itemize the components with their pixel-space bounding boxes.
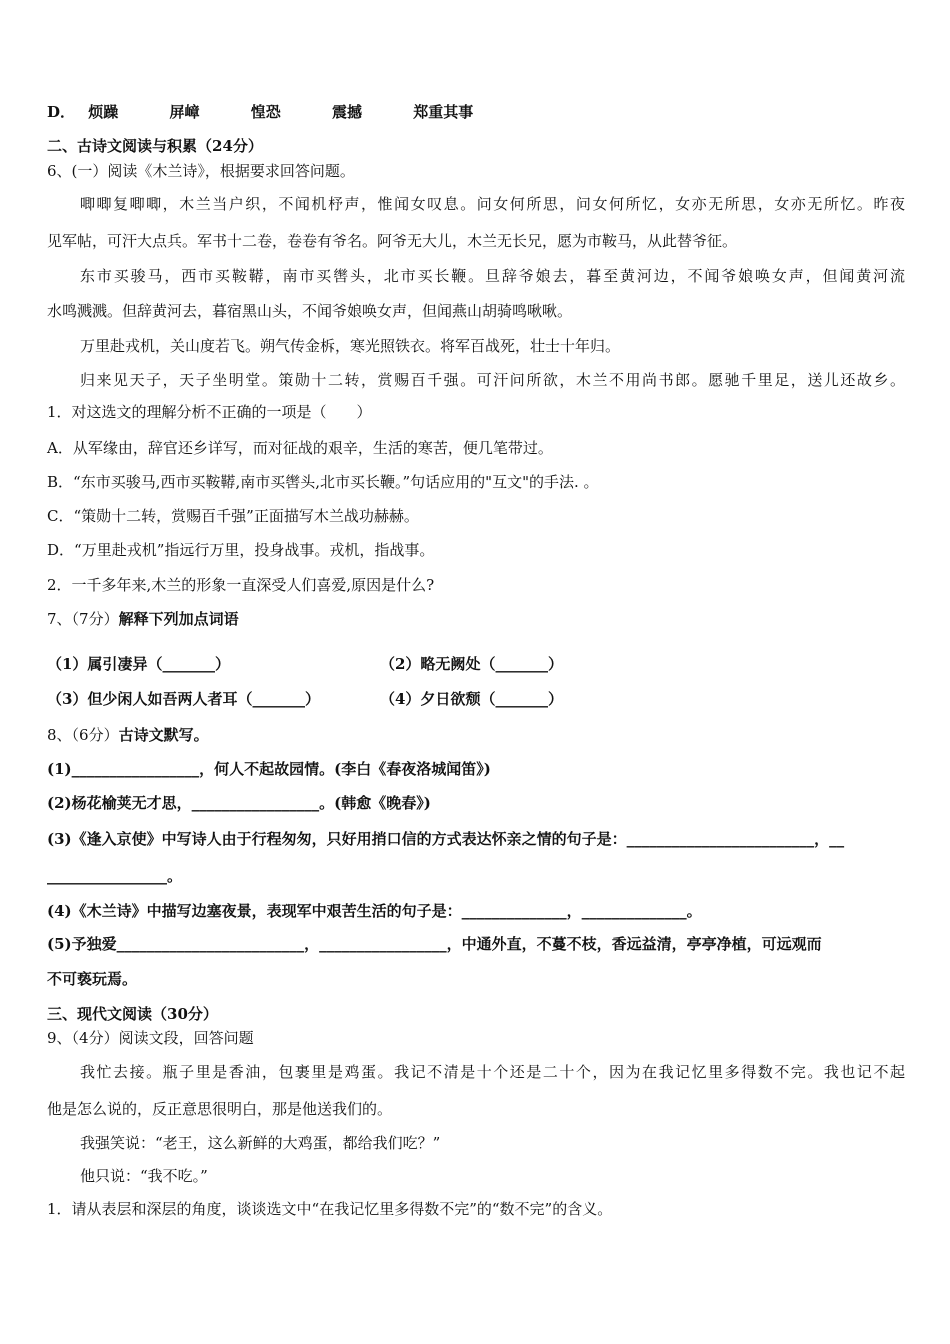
- q8-line: 不可亵玩焉。: [47, 970, 138, 988]
- q8-title-bold: 古诗文默写。: [118, 726, 209, 744]
- q8-line: (2)杨花榆荚无才思，_________________。(韩愈《晚春》): [47, 794, 431, 812]
- q8-title: [47, 725, 209, 745]
- q8-line: (3)《逢入京使》中写诗人由于行程匆匆，只好用捎口信的方式表达怀亲之情的句子是：_________________________，__: [47, 830, 845, 848]
- option-d-line: [47, 102, 519, 122]
- option-word: 烦躁: [88, 103, 119, 121]
- q8-line: ________________。: [47, 867, 183, 885]
- poem-line: 归来见天子，天子坐明堂。策勋十二转，赏赐百千强。可汗问所欲，木兰不用尚书郎。愿驰千里足，送儿还故乡。: [80, 371, 905, 389]
- q7-item: （4）夕日欲颓（_______）: [380, 690, 563, 708]
- q7-title: [47, 609, 239, 629]
- option-word: 惶恐: [250, 103, 281, 121]
- poem-line: 东市买骏马，西市买鞍鞯，南市买辔头，北市买长鞭。旦辞爷娘去，暮至黄河边，不闻爷娘唤女声，但闻黄河流: [80, 267, 905, 285]
- poem-line: 唧唧复唧唧，木兰当户织，不闻机杼声，惟闻女叹息。问女何所思，问女何所忆，女亦无所思，女亦无所忆。昨夜: [80, 195, 905, 213]
- section-2-title: 二、古诗文阅读与积累（24分）: [47, 137, 263, 155]
- q8-line: (1)_________________，何人不起故园情。(李白《春夜洛城闻笛》): [47, 760, 491, 778]
- option-word: 郑重其事: [413, 103, 474, 121]
- passage-line: 我忙去接。瓶子里是香油，包裹里是鸡蛋。我记不清是十个还是二十个，因为在我记忆里多得数不完。我也记不起: [80, 1063, 905, 1081]
- poem-line: 万里赴戎机，关山度若飞。朔气传金柝，寒光照铁衣。将军百战死，壮士十年归。: [80, 337, 621, 355]
- option-word: 屏嶂: [169, 103, 200, 121]
- q6-sub2: 2．一千多年来,木兰的形象一直深受人们喜爱,原因是什么?: [47, 576, 435, 594]
- q7-item: （2）略无阙处（_______）: [380, 655, 563, 673]
- q7-item: （3）但少闲人如吾两人者耳（_______）: [47, 690, 320, 708]
- option-letter: D．: [47, 103, 76, 121]
- passage-line: 他是怎么说的，反正意思很明白，那是他送我们的。: [47, 1100, 393, 1118]
- poem-line: 见军帖，可汗大点兵。军书十二卷，卷卷有爷名。阿爷无大儿，木兰无长兄，愿为市鞍马，从此替爷征。: [47, 232, 738, 250]
- q8-line: (4)《木兰诗》中描写边塞夜景，表现军中艰苦生活的句子是：______________，______________。: [47, 902, 702, 920]
- passage-line: 我强笑说：“老王，这么新鲜的大鸡蛋，都给我们吃？”: [80, 1134, 441, 1152]
- section-3-title: 三、现代文阅读（30分）: [47, 1005, 218, 1023]
- q6-intro: 6、(一）阅读《木兰诗》，根据要求回答问题。: [47, 162, 355, 180]
- q9-sub1: 1．请从表层和深层的角度，谈谈选文中“在我记忆里多得数不完”的“数不完”的含义。: [47, 1200, 613, 1218]
- q7-row: [47, 654, 563, 674]
- q7-title-prefix: 7、（7分）: [47, 610, 119, 628]
- q8-line: (5)予独爱_________________________，_________________，中通外直，不蔓不枝，香远益清，亭亭净植，可远观而: [47, 935, 822, 953]
- poem-line: 水鸣溅溅。但辞黄河去，暮宿黑山头，不闻爷娘唤女声，但闻燕山胡骑鸣啾啾。: [47, 302, 573, 320]
- choice-b: B．“东市买骏马,西市买鞍鞯,南市买辔头,北市买长鞭。”句话应用的"互文"的手法. 。: [47, 473, 599, 491]
- q8-title-prefix: 8、（6分）: [47, 726, 119, 744]
- passage-line: 他只说：“我不吃。”: [80, 1167, 208, 1185]
- choice-a: A．从军缘由，辞官还乡详写，而对征战的艰辛，生活的寒苦，便几笔带过。: [47, 439, 553, 457]
- q7-row: [47, 689, 563, 709]
- choice-c: C．“策勋十二转，赏赐百千强”正面描写木兰战功赫赫。: [47, 507, 419, 525]
- q7-title-bold: 解释下列加点词语: [118, 610, 239, 628]
- q9-intro: 9、（4分）阅读文段，回答问题: [47, 1029, 254, 1047]
- q7-item: （1）属引凄异（_______）: [47, 655, 230, 673]
- q6-sub1: 1．对这选文的理解分析不正确的一项是（ ）: [47, 403, 372, 421]
- choice-d: D．“万里赴戎机”指远行万里，投身战事。戎机，指战事。: [47, 541, 435, 559]
- option-word: 震撼: [332, 103, 363, 121]
